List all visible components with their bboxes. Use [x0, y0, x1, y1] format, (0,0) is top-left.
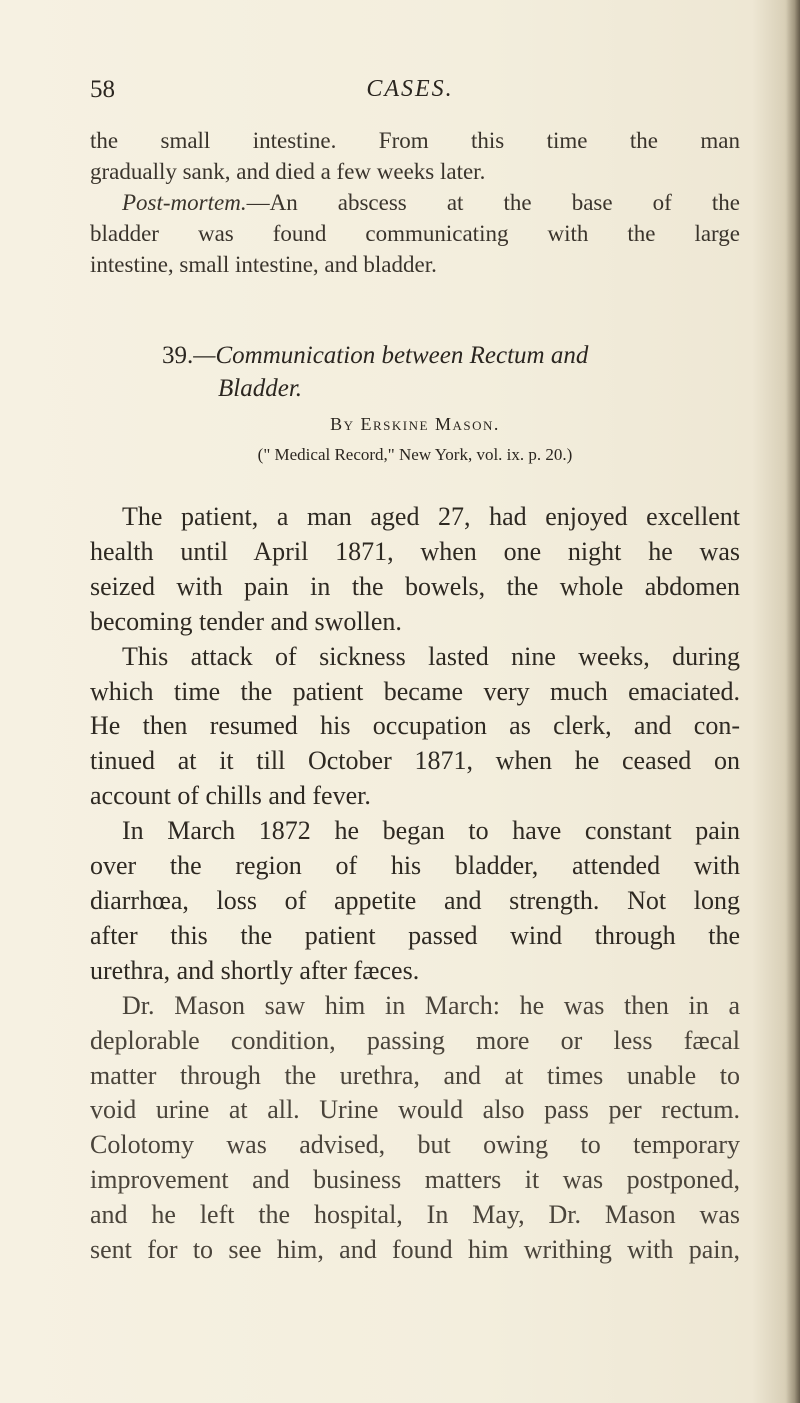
case-heading	[90, 340, 740, 465]
text-line: He then resumed his occupation as clerk, and con-	[90, 711, 740, 741]
text-line: intestine, small intestine, and bladder.	[90, 252, 437, 277]
text-line: matter through the urethra, and at times unable to	[90, 1060, 740, 1090]
running-head: CASES.	[366, 76, 454, 102]
case-citation: (" Medical Record," New York, vol. ix. p. 20.)	[257, 445, 573, 464]
case-title-continued: Bladder.	[218, 375, 303, 402]
case-body	[90, 500, 740, 1268]
text-line	[90, 187, 740, 218]
text-line: which time the patient became very much emaciated.	[90, 676, 740, 706]
text-line: urethra, and shortly after fæces.	[90, 955, 420, 985]
text-line: deplorable condition, passing more or less fæcal	[90, 1025, 740, 1055]
text-line: tinued at it till October 1871, when he ceased on	[90, 746, 740, 776]
text-line: after this the patient passed wind through the	[90, 920, 740, 950]
text-line: sent for to see him, and found him writhing with pain,	[90, 1235, 740, 1265]
text-line: Dr. Mason saw him in March: he was then in a	[122, 990, 740, 1020]
text-line: void urine at all. Urine would also pass per rectum.	[90, 1095, 740, 1125]
case-title	[162, 340, 800, 372]
text-line: gradually sank, and died a few weeks later.	[90, 159, 486, 184]
text-line: becoming tender and swollen.	[90, 606, 402, 636]
text-line: improvement and business matters it was postponed,	[90, 1165, 740, 1195]
text-line: the small intestine. From this time the man	[90, 128, 740, 153]
page-edge-shadow	[786, 0, 800, 1403]
case-number: 39.	[162, 342, 194, 369]
case-title-part1: —Communication between Rectum and	[193, 342, 589, 369]
case-author: By Erskine Mason.	[330, 414, 500, 434]
text-line: account of chills and fever.	[90, 781, 371, 811]
text-line: seized with pain in the bowels, the whole abdomen	[90, 571, 740, 601]
text-line: Colotomy was advised, but owing to temporary	[90, 1130, 740, 1160]
text-line: This attack of sickness lasted nine weeks, during	[122, 641, 740, 671]
text-line: The patient, a man aged 27, had enjoyed excellent	[122, 502, 740, 531]
text-line: and he left the hospital, In May, Dr. Mason was	[90, 1200, 740, 1230]
post-mortem-text: —An abscess at the base of the	[246, 190, 740, 215]
text-line: health until April 1871, when one night he was	[90, 536, 740, 566]
text-line: over the region of his bladder, attended with	[90, 851, 740, 881]
page-number: 58	[90, 76, 115, 103]
post-mortem-label: Post-mortem.	[122, 190, 247, 215]
text-line: In March 1872 he began to have constant pain	[122, 816, 740, 846]
text-line: diarrhœa, loss of appetite and strength. Not long	[90, 885, 740, 915]
continuation-paragraph	[90, 125, 740, 280]
page-header	[90, 76, 730, 108]
text-line: bladder was found communicating with the large	[90, 221, 740, 246]
